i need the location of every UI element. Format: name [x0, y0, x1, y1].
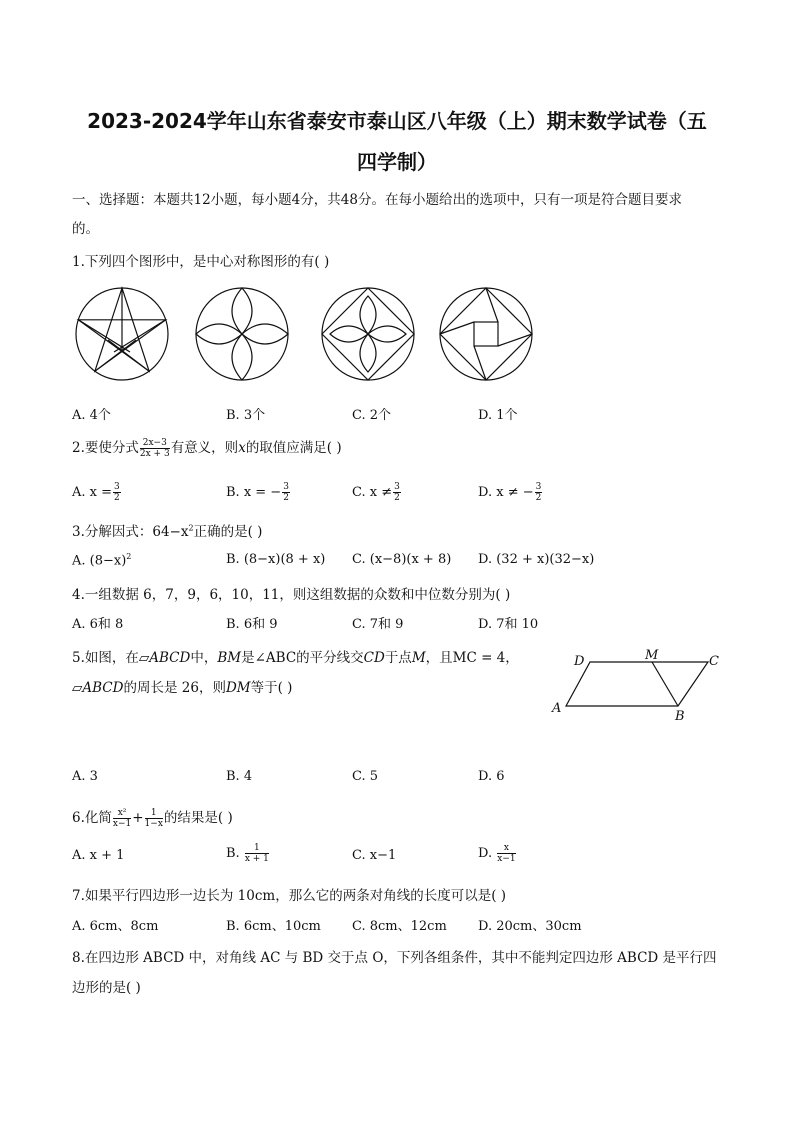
q4-option-c[interactable]: C. 7和 9 — [352, 617, 404, 632]
label-b: B — [675, 709, 685, 724]
section-heading-cont: 的。 — [72, 221, 99, 237]
q6-stem: 6.化简 $\frac{\text{x²}}{x-1}$ + $\frac{1}{1-x}$ 的结果是( ) — [72, 808, 233, 829]
q2-option-d[interactable]: D. x ≠ − $\frac{3}{2}$ — [478, 482, 542, 503]
q1-stem: 1.下列四个图形中，是中心对称图形的有( ) — [72, 254, 330, 270]
q4-option-a[interactable]: A. 6和 8 — [72, 617, 124, 632]
q5-stem-line1: 5.如图，在▱ABCD中，BM是∠ABC的平分线交CD于点M，且MC = 4， — [72, 650, 519, 666]
label-c: C — [709, 654, 719, 669]
q4-option-d[interactable]: D. 7和 10 — [478, 617, 539, 632]
label-m: M — [645, 648, 659, 663]
q2-option-a[interactable]: A. x = $\frac{3}{2}$ — [72, 482, 120, 503]
label-d: D — [574, 654, 585, 669]
q5-stem-line2: ▱ABCD的周长是 26，则DM等于( ) — [72, 680, 293, 696]
star-figure — [76, 288, 168, 380]
label-a: A — [552, 701, 562, 716]
pinwheel-figure — [440, 288, 532, 380]
q1-option-a[interactable]: A. 4个 — [72, 408, 111, 423]
flower-figure — [196, 288, 288, 380]
section-heading: 一、选择题：本题共12小题，每小题4分，共48分。在每小题给出的选项中，只有一项是符合题目要求 — [72, 192, 682, 208]
q6-option-b[interactable]: B. $\frac{1}{x + 1}$ — [226, 843, 269, 864]
q5-option-b[interactable]: B. 4 — [226, 769, 253, 784]
q4-stem: 4.一组数据 6，7，9，6，10，11，则这组数据的众数和中位数分别为( ) — [72, 587, 511, 603]
page-title: 2023-2024学年山东省泰安市泰山区八年级（上）期末数学试卷（五 — [87, 109, 707, 133]
q2-fraction: $\frac{2x-3}{2x + 3}$ — [139, 438, 170, 459]
q1-figures — [74, 286, 534, 386]
q3-option-a[interactable]: A. $(8-x)^2$ — [72, 552, 132, 569]
page-title-cont: 四学制） — [357, 150, 437, 174]
q5-option-c[interactable]: C. 5 — [352, 769, 379, 784]
q8-stem-line1: 8.在四边形 ABCD 中，对角线 AC 与 BD 交于点 O，下列各组条件，其中不能判定四边形 ABCD 是平行四 — [72, 950, 717, 966]
q2-option-c[interactable]: C. x ≠ $\frac{3}{2}$ — [352, 482, 400, 503]
q8-stem-line2: 边形的是( ) — [72, 980, 141, 996]
q5-option-a[interactable]: A. 3 — [72, 769, 98, 784]
q3-stem: 3.分解因式：$64-x^2$正确的是( ) — [72, 523, 263, 540]
q7-stem: 7.如果平行四边形一边长为 10cm，那么它的两条对角线的长度可以是( ) — [72, 888, 507, 904]
q1-option-b[interactable]: B. 3个 — [226, 408, 266, 423]
q7-option-a[interactable]: A. 6cm、8cm — [72, 919, 159, 934]
q6-option-c[interactable]: C. x−1 — [352, 848, 397, 863]
q2-option-b[interactable]: B. x = − $\frac{3}{2}$ — [226, 482, 289, 503]
q7-option-d[interactable]: D. 20cm、30cm — [478, 919, 582, 934]
q4-option-b[interactable]: B. 6和 9 — [226, 617, 278, 632]
q3-option-b[interactable]: B. (8−x)(8 + x) — [226, 552, 326, 567]
q1-option-d[interactable]: D. 1个 — [478, 408, 518, 423]
q7-option-c[interactable]: C. 8cm、12cm — [352, 919, 447, 934]
q2-stem: 2.要使分式 $\frac{2x-3}{2x + 3}$ 有意义，则x的取值应满足( ) — [72, 438, 342, 459]
flower-square-figure — [322, 288, 414, 380]
q3-option-c[interactable]: C. (x−8)(x + 8) — [352, 552, 452, 567]
q7-option-b[interactable]: B. 6cm、10cm — [226, 919, 321, 934]
q1-option-c[interactable]: C. 2个 — [352, 408, 392, 423]
q5-parallelogram-figure — [548, 648, 728, 724]
q6-option-a[interactable]: A. x + 1 — [72, 848, 125, 863]
q5-option-d[interactable]: D. 6 — [478, 769, 505, 784]
q3-option-d[interactable]: D. (32 + x)(32−x) — [478, 552, 595, 567]
q6-option-d[interactable]: D. $\frac{x}{x-1}$ — [478, 843, 516, 864]
